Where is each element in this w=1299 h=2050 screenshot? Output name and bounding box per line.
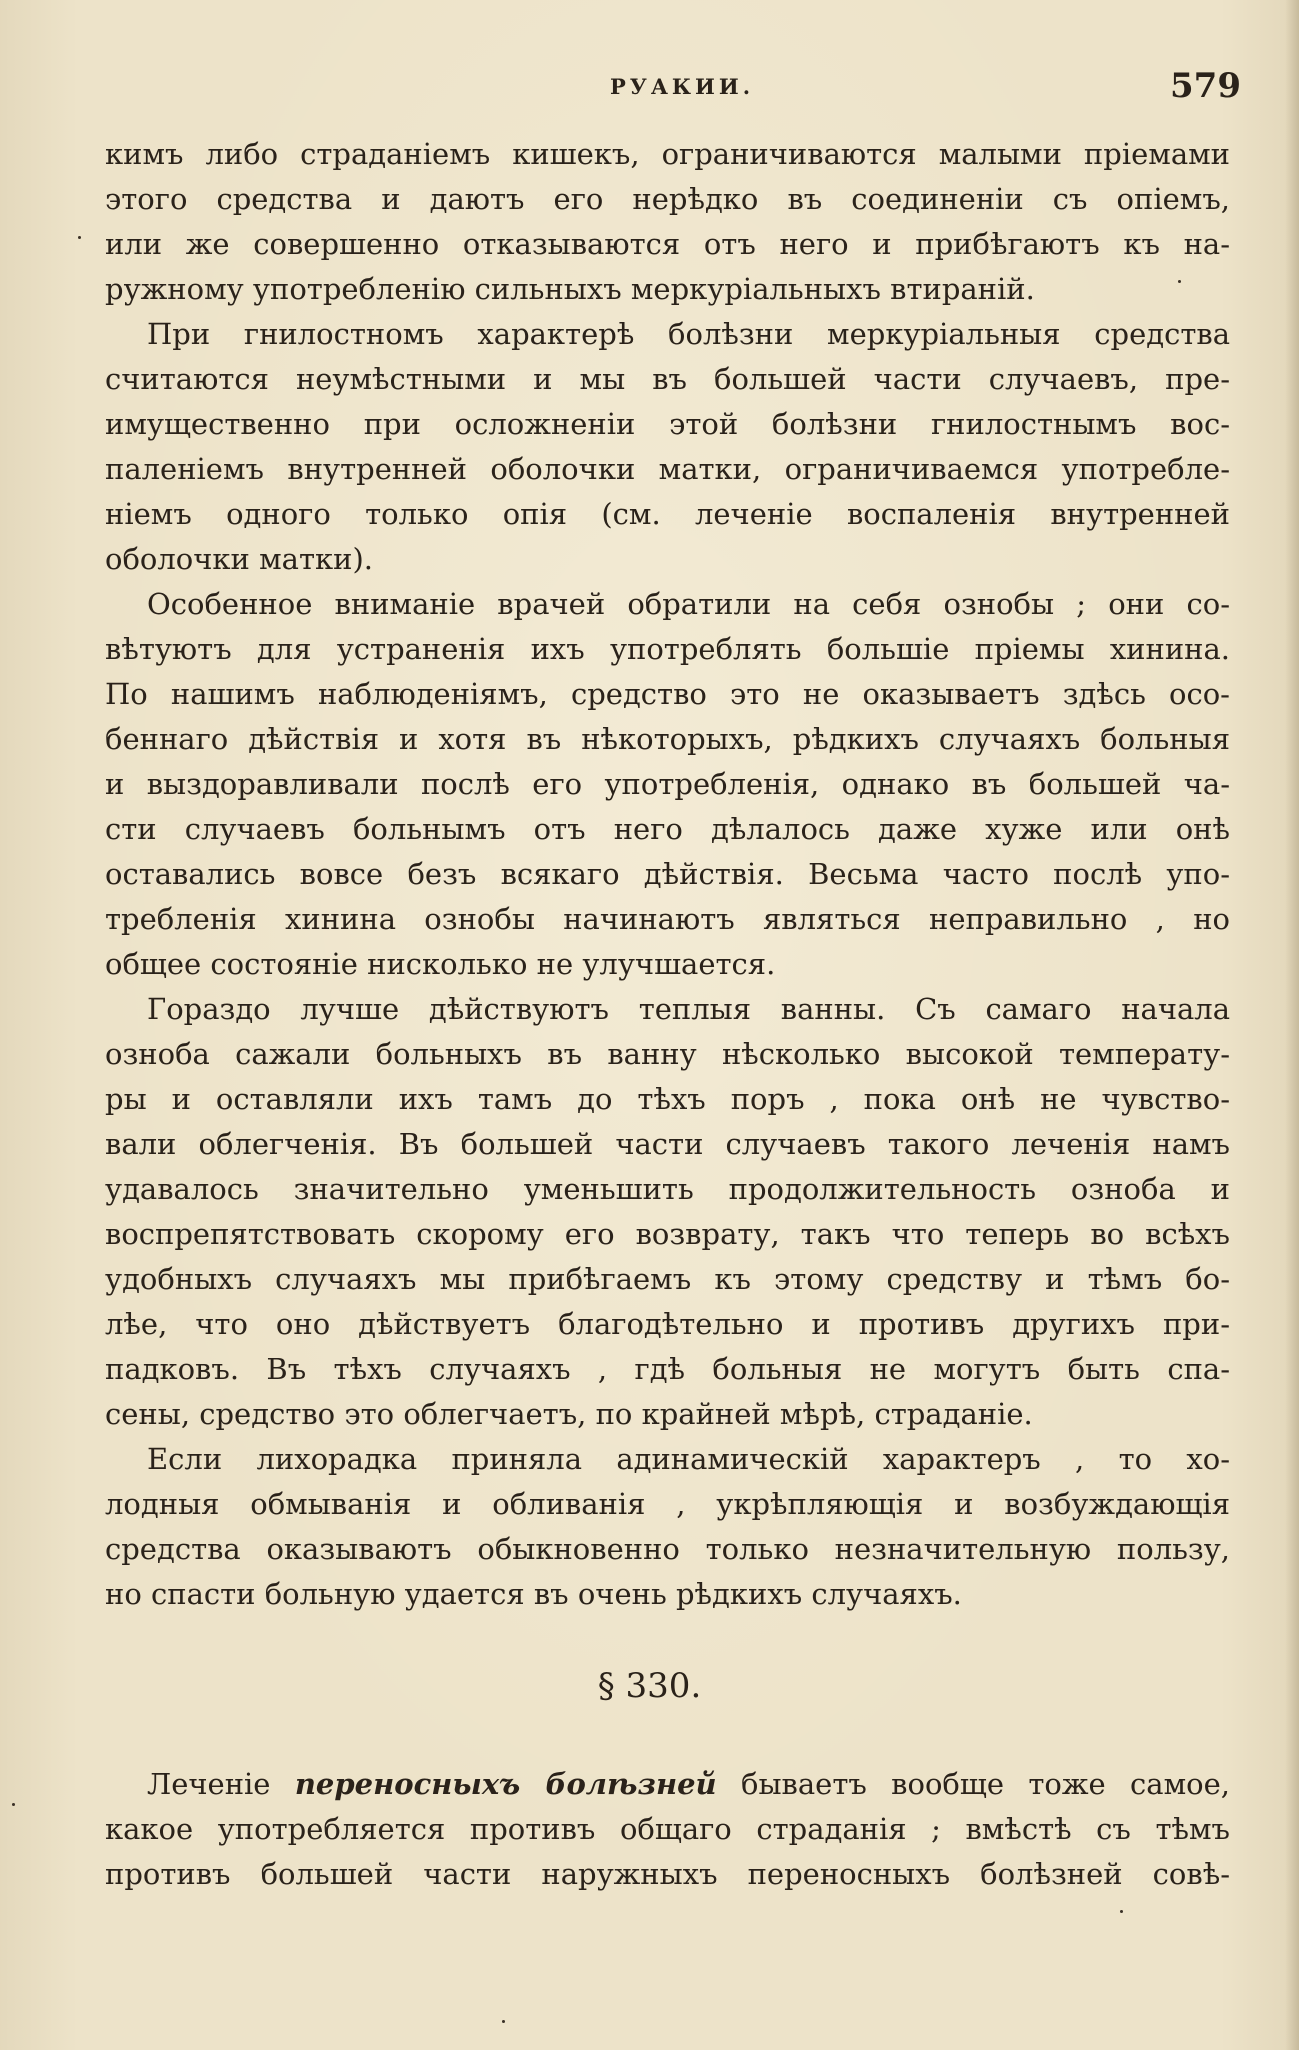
text-line <box>105 1762 1230 1807</box>
text-line: и выздоравливали послѣ его употребленія, однако въ большей ча- <box>105 767 1230 801</box>
text-line: общее состояніе нисколько не улучшается. <box>105 947 776 981</box>
text-line: сены, средство это облегчаетъ, по крайней мѣрѣ, страданіе. <box>105 1397 1033 1431</box>
text-line: озноба сажали больныхъ въ ванну нѣсколько высокой температу- <box>105 1037 1230 1071</box>
page-edge-shadow <box>1285 0 1299 2050</box>
text-line: удавалось значительно уменьшить продолжительность озноба и <box>105 1172 1230 1206</box>
running-header <box>0 66 1299 106</box>
text-line: или же совершенно отказываются отъ него и прибѣгаютъ къ на- <box>105 227 1230 261</box>
ink-speck <box>78 236 81 239</box>
text-line: вали облегченія. Въ большей части случаевъ такого леченія намъ <box>105 1127 1230 1161</box>
text-line: какое употребляется противъ общаго страданія ; вмѣстѣ съ тѣмъ <box>105 1812 1230 1846</box>
text-line: имущественно при осложненіи этой болѣзни гнилостнымъ вос- <box>105 407 1230 441</box>
text-line: беннаго дѣйствія и хотя въ нѣкоторыхъ, рѣдкихъ случаяхъ больныя <box>105 722 1230 756</box>
page-number: 579 <box>1170 66 1241 106</box>
ink-speck <box>12 1803 15 1806</box>
text-line: ры и оставляли ихъ тамъ до тѣхъ поръ , пока онѣ не чувство- <box>105 1082 1230 1116</box>
text-line: оставались вовсе безъ всякаго дѣйствія. Весьма часто послѣ упо- <box>105 857 1230 891</box>
text-line: противъ большей части наружныхъ переносныхъ болѣзней совѣ- <box>105 1857 1230 1891</box>
text-line: считаются неумѣстными и мы въ большей части случаевъ, пре- <box>105 362 1230 396</box>
text-line: По нашимъ наблюденіямъ, средство это не оказываетъ здѣсь осо- <box>105 677 1230 711</box>
ink-speck <box>1120 1910 1123 1913</box>
text-line: оболочки матки). <box>105 542 373 576</box>
ink-speck <box>502 2020 505 2023</box>
text-line: ніемъ одного только опія (см. леченіе воспаленія внутренней <box>105 497 1230 531</box>
text-line: воспрепятствовать скорому его возврату, такъ что теперь во всѣхъ <box>105 1217 1230 1251</box>
emphasized-term: переносныхъ болѣзней <box>294 1767 717 1801</box>
text-line: паленіемъ внутренней оболочки матки, ограничиваемся употребле- <box>105 452 1230 486</box>
section-heading: § 330. <box>597 1666 702 1706</box>
text-line: кимъ либо страданіемъ кишекъ, ограничиваются малыми пріемами <box>105 137 1230 171</box>
main-text-block <box>105 132 1230 1617</box>
text-line: удобныхъ случаяхъ мы прибѣгаемъ къ этому средству и тѣмъ бо- <box>105 1262 1230 1296</box>
text-line: этого средства и даютъ его нерѣдко въ соединеніи съ опіемъ, <box>105 182 1230 216</box>
text-line: лодныя обмыванія и обливанія , укрѣпляющія и возбуждающія <box>105 1487 1230 1521</box>
section-text-block <box>105 1762 1230 1897</box>
text-line: вѣтуютъ для устраненія ихъ употреблять большіе пріемы хинина. <box>105 632 1230 666</box>
text-line: падковъ. Въ тѣхъ случаяхъ , гдѣ больныя не могутъ быть спа- <box>105 1352 1230 1386</box>
text-line: Гораздо лучше дѣйствуютъ теплыя ванны. Съ самаго начала <box>147 992 1230 1026</box>
text-line: средства оказываютъ обыкновенно только незначительную пользу, <box>105 1532 1230 1566</box>
text-line: сти случаевъ больнымъ отъ него дѣлалось даже хуже или онѣ <box>105 812 1230 846</box>
text-line: При гнилостномъ характерѣ болѣзни меркуріальныя средства <box>147 317 1230 351</box>
text-run: бываетъ вообще тоже самое, <box>741 1767 1230 1801</box>
text-line: Если лихорадка приняла адинамическій характеръ , то хо- <box>147 1442 1230 1476</box>
text-line: требленія хинина ознобы начинаютъ являться неправильно , но <box>105 902 1230 936</box>
text-run: Леченіе <box>147 1767 271 1801</box>
text-line: ружному употребленію сильныхъ меркуріальныхъ втираній. <box>105 272 1035 306</box>
running-title: РУАКИИ. <box>610 74 755 99</box>
ink-speck <box>1178 280 1181 283</box>
text-line: но спасти больную удается въ очень рѣдкихъ случаяхъ. <box>105 1577 962 1611</box>
text-line: Особенное вниманіе врачей обратили на себя ознобы ; они со- <box>147 587 1230 621</box>
text-line: лѣе, что оно дѣйствуетъ благодѣтельно и противъ другихъ при- <box>105 1307 1230 1341</box>
